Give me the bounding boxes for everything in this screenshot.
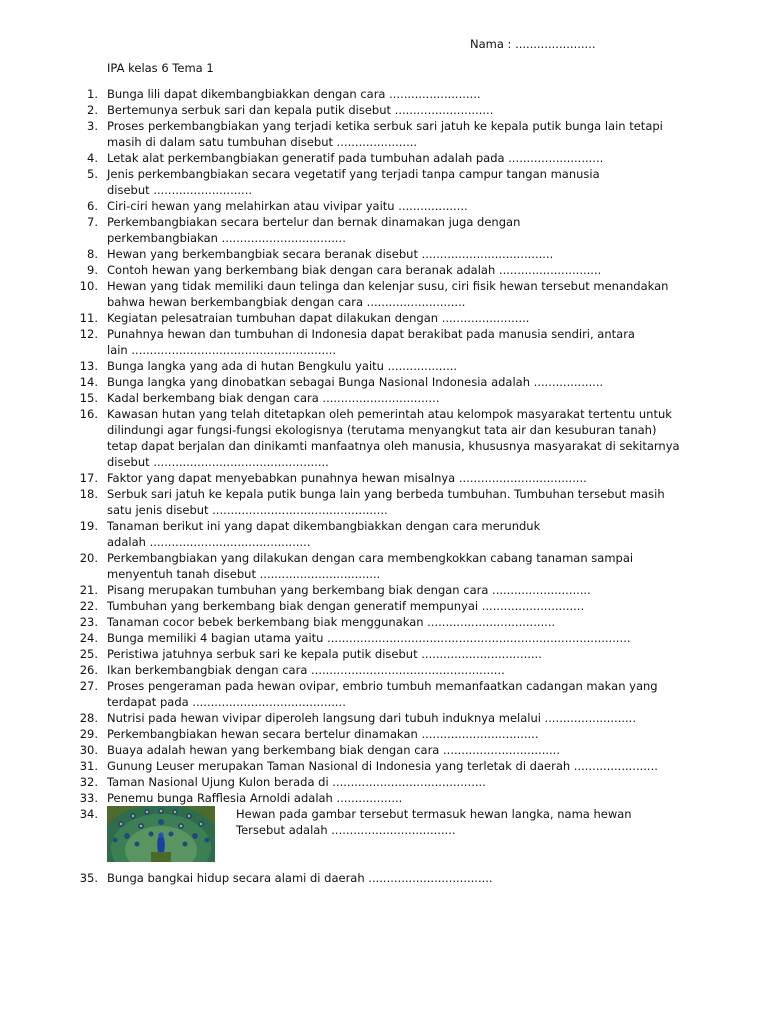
question-text: Penemu bunga Rafflesia Arnoldi adalah .................. [107,791,403,805]
question-number: 29. [79,727,98,741]
question-number: 19. [79,519,98,533]
question-text: Jenis perkembangbiakan secara vegetatif yang terjadi tanpa campur tangan manusia disebut ........................... [107,167,600,197]
question-text: Proses pengeraman pada hewan ovipar, embrio tumbuh memanfaatkan cadangan makan yang terdapat pada .......................................... [107,679,658,709]
name-field-line: Nama : ...................... [470,37,596,51]
question-number: 20. [79,551,98,565]
question-number: 31. [79,759,98,773]
question-text: Kadal berkembang biak dengan cara ................................ [107,391,440,405]
question-text: Proses perkembangbiakan yang terjadi ketika serbuk sari jatuh ke kepala putik bunga lain tetapi masih di dalam satu tumbuhan disebut ...................... [107,119,663,149]
question-text: Hewan yang berkembangbiak secara beranak disebut .................................... [107,247,554,261]
question-text: Nutrisi pada hewan vivipar diperoleh langsung dari tubuh induknya melalui ......................... [107,711,636,725]
question-text: Perkembangbiakan yang dilakukan dengan cara membengkokkan cabang tanaman sampai menyentuh tanah disebut ................................. [107,551,634,581]
question-number: 26. [79,663,98,677]
question-number: 23. [79,615,98,629]
question-number: 7. [87,215,98,229]
question-text: Bunga lili dapat dikembangbiakkan dengan cara ......................... [107,87,481,101]
question-number: 3. [87,119,98,133]
question-text: Ciri-ciri hewan yang melahirkan atau vivipar yaitu ................... [107,199,468,213]
question-text: Kawasan hutan yang telah ditetapkan oleh pemerintah atau kelompok masyarakat tertentu untuk dilindungi agar fungsi-fungsi ekologisnya (terutama menyangkut tata air dan kesuburan tanah) tetap dapat berjalan dan dinikamti manfaatnya oleh manusia, khususnya masyarakat di sekitarnya disebut ................................................ [107,407,680,469]
question-text: Bunga langka yang ada di hutan Bengkulu yaitu ................... [107,359,458,373]
question-text: Perkembangbiakan hewan secara bertelur dinamakan ................................ [107,727,539,741]
question-text: Letak alat perkembangbiakan generatif pada tumbuhan adalah pada .......................... [107,151,604,165]
question-text: Faktor yang dapat menyebabkan punahnya hewan misalnya ................................... [107,471,587,485]
question-number: 25. [79,647,98,661]
question-number: 1. [87,87,98,101]
question-number: 27. [79,679,98,693]
question-number: 13. [79,359,98,373]
question-text: Punahnya hewan dan tumbuhan di Indonesia dapat berakibat pada manusia sendiri, antara lain ........................................................ [107,327,635,357]
question-text: Bunga bangkai hidup secara alami di daerah .................................. [107,871,493,885]
question-text: Pisang merupakan tumbuhan yang berkembang biak dengan cara ........................... [107,583,591,597]
question-number: 32. [79,775,98,789]
peacock-image [107,806,215,862]
question-number: 10. [79,279,98,293]
question-number: 12. [79,327,98,341]
question-text: Contoh hewan yang berkembang biak dengan cara beranak adalah ............................ [107,263,602,277]
question-number: 9. [87,263,98,277]
question-number: 17. [79,471,98,485]
question-text: Buaya adalah hewan yang berkembang biak dengan cara ................................ [107,743,560,757]
question-text: Perkembangbiakan secara bertelur dan bernak dinamakan juga dengan perkembangbiakan .................................. [107,215,521,245]
question-text: Bunga memiliki 4 bagian utama yaitu ................................................................................... [107,631,631,645]
question-text: Serbuk sari jatuh ke kepala putik bunga lain yang berbeda tumbuhan. Tumbuhan tersebut masih satu jenis disebut ................................................ [107,487,665,517]
question-text: Kegiatan pelesatraian tumbuhan dapat dilakukan dengan ........................ [107,311,530,325]
question-number: 6. [87,199,98,213]
question-number: 4. [87,151,98,165]
question-number: 22. [79,599,98,613]
worksheet-title: IPA kelas 6 Tema 1 [107,61,214,75]
question-number: 14. [79,375,98,389]
question-number: 2. [87,103,98,117]
question-number: 11. [79,311,98,325]
question-number: 8. [87,247,98,261]
question-number: 21. [79,583,98,597]
question-text: Tumbuhan yang berkembang biak dengan generatif mempunyai ............................ [107,599,585,613]
question-number: 24. [79,631,98,645]
question-text: Tanaman berikut ini yang dapat dikembangbiakkan dengan cara merunduk adalah ............................................ [107,519,541,549]
question-text: Bunga langka yang dinobatkan sebagai Bunga Nasional Indonesia adalah ................... [107,375,604,389]
question-text: Bertemunya serbuk sari dan kepala putik disebut ........................... [107,103,494,117]
question-text: Gunung Leuser merupakan Taman Nasional di Indonesia yang terletak di daerah ....................... [107,759,658,773]
question-number: 30. [79,743,98,757]
question-text: Hewan yang tidak memiliki daun telinga dan kelenjar susu, ciri fisik hewan tersebut menandakan bahwa hewan berkembangbiak dengan cara ........................... [107,279,669,309]
question-text: Hewan pada gambar tersebut termasuk hewan langka, nama hewan Tersebut adalah .................................. [236,807,632,837]
question-text: Taman Nasional Ujung Kulon berada di .......................................... [107,775,486,789]
question-number: 5. [87,167,98,181]
question-number: 15. [79,391,98,405]
question-number: 35. [79,871,98,885]
question-number: 18. [79,487,98,501]
question-number: 16. [79,407,98,421]
question-number: 34. [79,807,98,821]
question-number: 28. [79,711,98,725]
question-text: Peristiwa jatuhnya serbuk sari ke kepala putik disebut ................................. [107,647,542,661]
question-text: Ikan berkembangbiak dengan cara ..................................................... [107,663,505,677]
question-text: Tanaman cocor bebek berkembang biak menggunakan ................................... [107,615,556,629]
question-number: 33. [79,791,98,805]
